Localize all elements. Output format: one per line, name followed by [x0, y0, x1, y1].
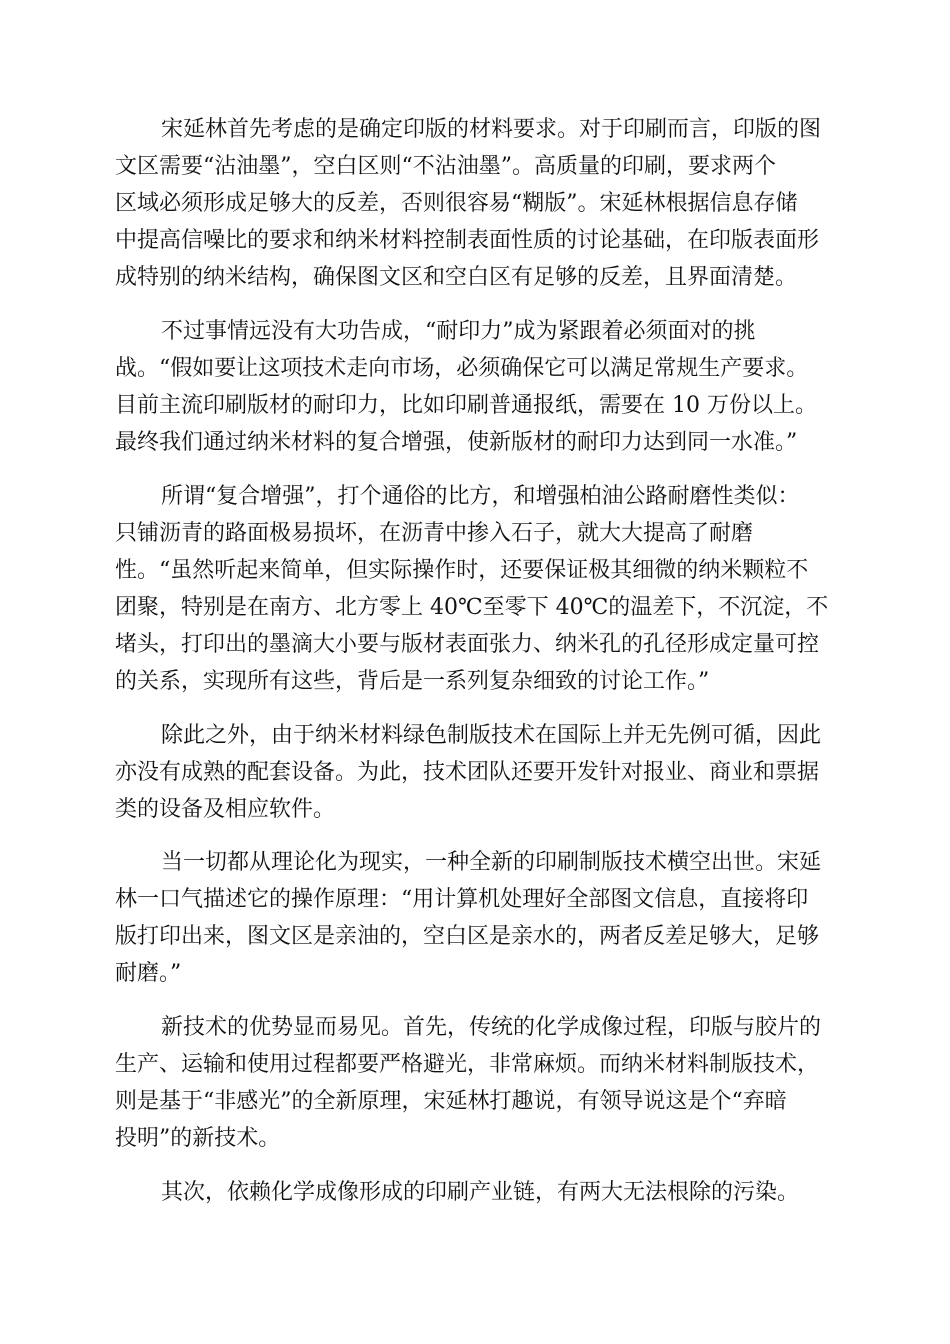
paragraph-3 — [115, 478, 828, 700]
text-line: 亦没有成熟的配套设备。为此，技术团队还要开发针对报业、商业和票据 — [115, 760, 820, 785]
text-line: 性。“虽然听起来简单，但实际操作时，还要保证极其细微的纳米颗粒不 — [115, 558, 809, 583]
text-line: 成特别的纳米结构，确保图文区和空白区有足够的反差，且界面清楚。 — [115, 265, 798, 290]
text-line: 战。“假如要让这项技术走向市场，必须确保它可以满足常规生产要求。 — [115, 356, 809, 381]
text-line: 团聚，特别是在南方、北方零上 40℃至零下 40℃的温差下，不沉淀，不 — [115, 595, 829, 620]
text-line: 类的设备及相应软件。 — [115, 797, 336, 822]
text-line: 中提高信噪比的要求和纳米材料控制表面性质的讨论基础，在印版表面形 — [115, 228, 820, 253]
paragraph-2 — [115, 313, 817, 461]
text-line: 版打印出来，图文区是亲油的，空白区是亲水的，两者反差足够大，足够 — [115, 924, 820, 949]
text-line: 新技术的优势显而易见。首先，传统的化学成像过程，印版与胶片的 — [161, 1015, 822, 1040]
text-line: 只铺沥青的路面极易损坏，在沥青中掺入石子，就大大提高了耐磨 — [115, 521, 754, 546]
text-line: 所谓“复合增强”，打个通俗的比方，和增强柏油公路耐磨性类似： — [161, 484, 800, 509]
text-line: 生产、运输和使用过程都要严格避光，非常麻烦。而纳米材料制版技术， — [115, 1052, 820, 1077]
paragraph-5 — [115, 844, 821, 992]
text-line: 耐磨。” — [115, 961, 182, 986]
text-line: 除此之外，由于纳米材料绿色制版技术在国际上并无先例可循，因此 — [161, 723, 822, 748]
text-line: 文区需要“沾油墨”，空白区则“不沾油墨”。高质量的印刷，要求两个 — [115, 154, 776, 179]
text-line: 其次，依赖化学成像形成的印刷产业链，有两大无法根除的污染。 — [161, 1180, 800, 1205]
text-line: 投明”的新技术。 — [115, 1126, 281, 1151]
text-line: 当一切都从理论化为现实，一种全新的印刷制版技术横空出世。宋延 — [161, 850, 822, 875]
text-line: 林一口气描述它的操作原理：“用计算机处理好全部图文信息，直接将印 — [115, 887, 809, 912]
text-line: 宋延林首先考虑的是确定印版的材料要求。对于印刷而言，印版的图 — [161, 117, 822, 142]
paragraph-1 — [115, 111, 821, 296]
text-line: 区域必须形成足够大的反差，否则很容易“糊版”。宋延林根据信息存储 — [115, 191, 798, 216]
text-line: 不过事情远没有大功告成，“耐印力”成为紧跟着必须面对的挑 — [161, 319, 756, 344]
paragraph-7 — [115, 1174, 799, 1211]
text-line: 最终我们通过纳米材料的复合增强，使新版材的耐印力达到同一水准。” — [115, 430, 798, 455]
paragraph-6 — [115, 1009, 821, 1157]
text-line: 则是基于“非感光”的全新原理，宋延林打趣说，有领导说这是个“弃暗 — [115, 1089, 787, 1114]
text-line: 目前主流印刷版材的耐印力，比如印刷普通报纸，需要在 10 万份以上。 — [115, 393, 817, 418]
text-line: 的关系，实现所有这些，背后是一系列复杂细致的讨论工作。” — [115, 669, 710, 694]
paragraph-4 — [115, 717, 821, 828]
text-line: 堵头，打印出的墨滴大小要与版材表面张力、纳米孔的孔径形成定量可控 — [115, 632, 820, 657]
